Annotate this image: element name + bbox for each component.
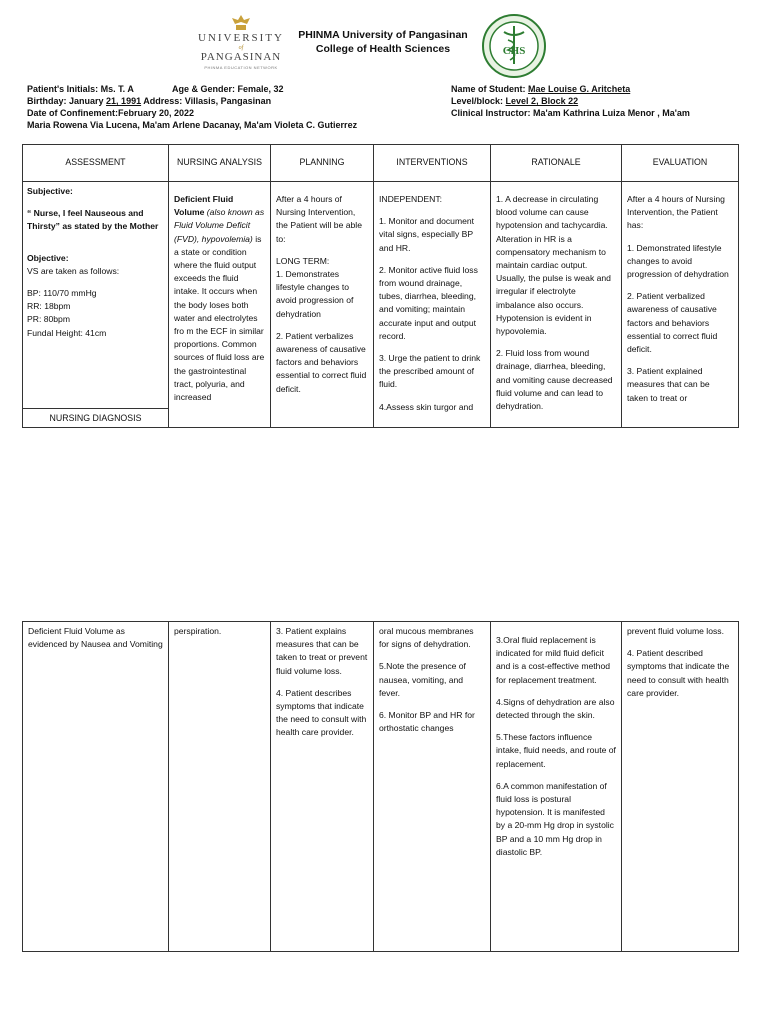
evaluation-4: 4. Patient described symptoms that indicate the need to consult with health care provider.: [627, 648, 730, 698]
intervention-4: 4.Assess skin turgor and: [379, 401, 474, 412]
planning-intro: After a 4 hours of Nursing Intervention, the Patient will be able to:: [276, 194, 362, 244]
student-name-value: Mae Louise G. Aritcheta: [528, 84, 631, 94]
rationale-4: 4.Signs of dehydration are also detected through the skin.: [496, 696, 615, 721]
evaluation-2: 2. Patient verbalized awareness of causative factors and behaviors essential to correct fluid deficit.: [627, 291, 718, 355]
level-block-line: [451, 95, 578, 107]
table-row: [23, 182, 739, 428]
university-name: PHINMA University of Pangasinan: [298, 29, 468, 41]
objective-label: Objective:: [27, 252, 69, 263]
logo-network-text: PHINMA EDUCATION NETWORK: [204, 65, 278, 70]
age-gender-label: Age & Gender:: [172, 84, 236, 94]
rationale-5: 5.These factors influence intake, fluid needs, and route of replacement.: [496, 732, 616, 769]
analysis-continued: perspiration.: [174, 626, 222, 636]
initials-label: Patient's Initials:: [27, 84, 99, 94]
vs-intro: VS are taken as follows:: [27, 265, 120, 276]
nursing-diagnosis-label: NURSING DIAGNOSIS: [49, 413, 142, 423]
level-label: Level/block:: [451, 96, 504, 106]
college-seal: [482, 14, 546, 78]
initials-value: Ms. T. A: [100, 84, 134, 94]
patient-initials-line: [27, 83, 134, 95]
nursing-analysis-cell-continued: [169, 622, 271, 952]
level-value: Level 2, Block 22: [505, 96, 579, 106]
age-gender-value: Female, 32: [237, 84, 284, 94]
diagnosis-cell: [23, 622, 169, 952]
analysis-definition: is a state or condition where the fluid output exceeds the fluid intake. It occurs when the body loses both water and electrolytes fro m the ECF in similar proportions. Common sources of fluid loss are the gastrointestinal tract, polyuria, and increased: [174, 233, 265, 403]
nursing-analysis-cell: [169, 182, 271, 428]
rationale-2: 2. Fluid loss from wound drainage, diarrhea, bleeding, and vomiting cause decreased fluid volume and can lead to dehydration.: [496, 348, 613, 412]
analysis-term: Deficient Fluid Volume: [174, 194, 234, 218]
table-header-row: [23, 145, 739, 182]
birthday-value: 21, 1991: [106, 96, 142, 106]
rationale-1: 1. A decrease in circulating blood volume can cause hypotension and tachycardia. Alteration in HR is a compensatory mechanism to maintain cardiac output. Usually, the pulse is weak and irregular if electrolyte imbalance also occurs. Hypotension is evident in hypovolemia.: [496, 194, 611, 337]
interventions-heading: INDEPENDENT:: [379, 194, 443, 204]
vital-bp: BP: 110/70 mmHg: [27, 288, 97, 299]
logo-university-text: UNIVERSITY: [198, 32, 284, 44]
vital-pr: PR: 80bpm: [27, 314, 70, 325]
address-label: Address:: [143, 96, 183, 106]
student-name-line: [451, 83, 630, 95]
vital-fundal-height: Fundal Height: 41cm: [27, 327, 107, 338]
column-header-interventions: INTERVENTIONS: [374, 145, 491, 182]
document-title: [288, 28, 478, 56]
evaluation-1: 1. Demonstrated lifestyle changes to avoid progression of dehydration: [627, 242, 729, 280]
planning-goal-1: 1. Demonstrates lifestyle changes to avoid progression of dehydration: [276, 269, 354, 319]
birthday-address-line: [27, 95, 271, 107]
clinical-instructor-label: Clinical Instructor:: [451, 108, 531, 118]
planning-cell-continued: [271, 622, 374, 952]
crest-icon: [230, 14, 252, 32]
intervention-3: 3. Urge the patient to drink the prescribed amount of fluid.: [379, 353, 481, 390]
rationale-3: 3.Oral fluid replacement is indicated for mild fluid deficit and is a cost-effective method for replacement treatment.: [496, 635, 611, 685]
intervention-1: 1. Monitor and document vital signs, especially BP and HR.: [379, 216, 475, 253]
evaluation-cell: [622, 182, 739, 428]
analysis-aka: (also known as Fluid Volume Deficit (FVD), hypovolemia): [174, 207, 265, 244]
evaluation-cell-continued: [622, 622, 739, 952]
confinement-label: Date of Confinement:: [27, 108, 118, 118]
university-logo: [196, 14, 286, 72]
intervention-5: 5.Note the presence of nausea, vomiting, and fever.: [379, 661, 466, 698]
instructors-line: Maria Rowena Via Lucena, Ma'am Arlene Dacanay, Ma'am Violeta C. Gutierrez: [27, 120, 358, 130]
nursing-care-plan-table: [22, 144, 739, 428]
subjective-label: Subjective:: [27, 186, 73, 196]
column-header-planning: PLANNING: [271, 145, 374, 182]
birthday-label: Birthday: January: [27, 96, 104, 106]
planning-goal-2: 2. Patient verbalizes awareness of causative factors and behaviors essential to correct fluid deficit.: [276, 330, 367, 394]
interventions-cell-continued: [374, 622, 491, 952]
table-row: [23, 622, 739, 952]
evaluation-3: 3. Patient explained measures that can be taken to treat or: [627, 366, 710, 403]
planning-goal-4: 4. Patient describes symptoms that indicate the need to consult with health care provider.: [276, 687, 367, 738]
subjective-statement: “ Nurse, I feel Nauseous and Thirsty” as stated by the Mother: [27, 208, 159, 232]
clinical-instructor-line: [451, 107, 690, 119]
clinical-instructor-value: Ma'am Kathrina Luiza Menor , Ma'am: [533, 108, 690, 118]
planning-cell: [271, 182, 374, 428]
intervention-6: 6. Monitor BP and HR for orthostatic changes: [379, 710, 475, 734]
svg-text:CHS: CHS: [502, 45, 526, 57]
intervention-2: 2. Monitor active fluid loss from wound drainage, tubes, diarrhea, bleeding, and vomiting; maintain accurate input and output record.: [379, 264, 478, 341]
rationale-6: 6.A common manifestation of fluid loss is postural hypotension. It is manifested by a 20-mm Hg drop in systolic BP and a 10 mm Hg drop in diastolic BP.: [496, 780, 614, 857]
logo-pangasinan-text: PANGASINAN: [200, 51, 282, 63]
student-name-label: Name of Student:: [451, 84, 526, 94]
college-name: College of Health Sciences: [315, 43, 451, 55]
address-value: Villasis, Pangasinan: [184, 96, 272, 106]
age-gender-line: [172, 83, 284, 95]
logo-of-text: of: [238, 45, 244, 51]
planning-goal-3: 3. Patient explains measures that can be taken to treat or prevent fluid volume loss.: [276, 626, 368, 676]
evaluation-intro: After a 4 hours of Nursing Intervention, the Patient has:: [627, 194, 725, 231]
vital-rr: RR: 18bpm: [27, 301, 71, 312]
interventions-cell: [374, 182, 491, 428]
evaluation-3-continued: prevent fluid volume loss.: [627, 626, 724, 636]
column-header-nursing-analysis: NURSING ANALYSIS: [169, 145, 271, 182]
confinement-line: [27, 107, 194, 119]
column-header-rationale: RATIONALE: [491, 145, 622, 182]
assessment-cell: [23, 182, 169, 428]
planning-long-term: LONG TERM:: [276, 255, 330, 266]
confinement-value: February 20, 2022: [118, 108, 195, 118]
intervention-4-continued: oral mucous membranes for signs of dehydration.: [379, 626, 474, 650]
rationale-cell: [491, 182, 622, 428]
nursing-diagnosis-statement: Deficient Fluid Volume as evidenced by Nausea and Vomiting: [28, 626, 163, 650]
rationale-cell-continued: [491, 622, 622, 952]
column-header-evaluation: EVALUATION: [622, 145, 739, 182]
column-header-assessment: ASSESSMENT: [23, 145, 169, 182]
caduceus-seal-icon: [482, 14, 546, 78]
nursing-care-plan-table-continued: [22, 621, 739, 952]
